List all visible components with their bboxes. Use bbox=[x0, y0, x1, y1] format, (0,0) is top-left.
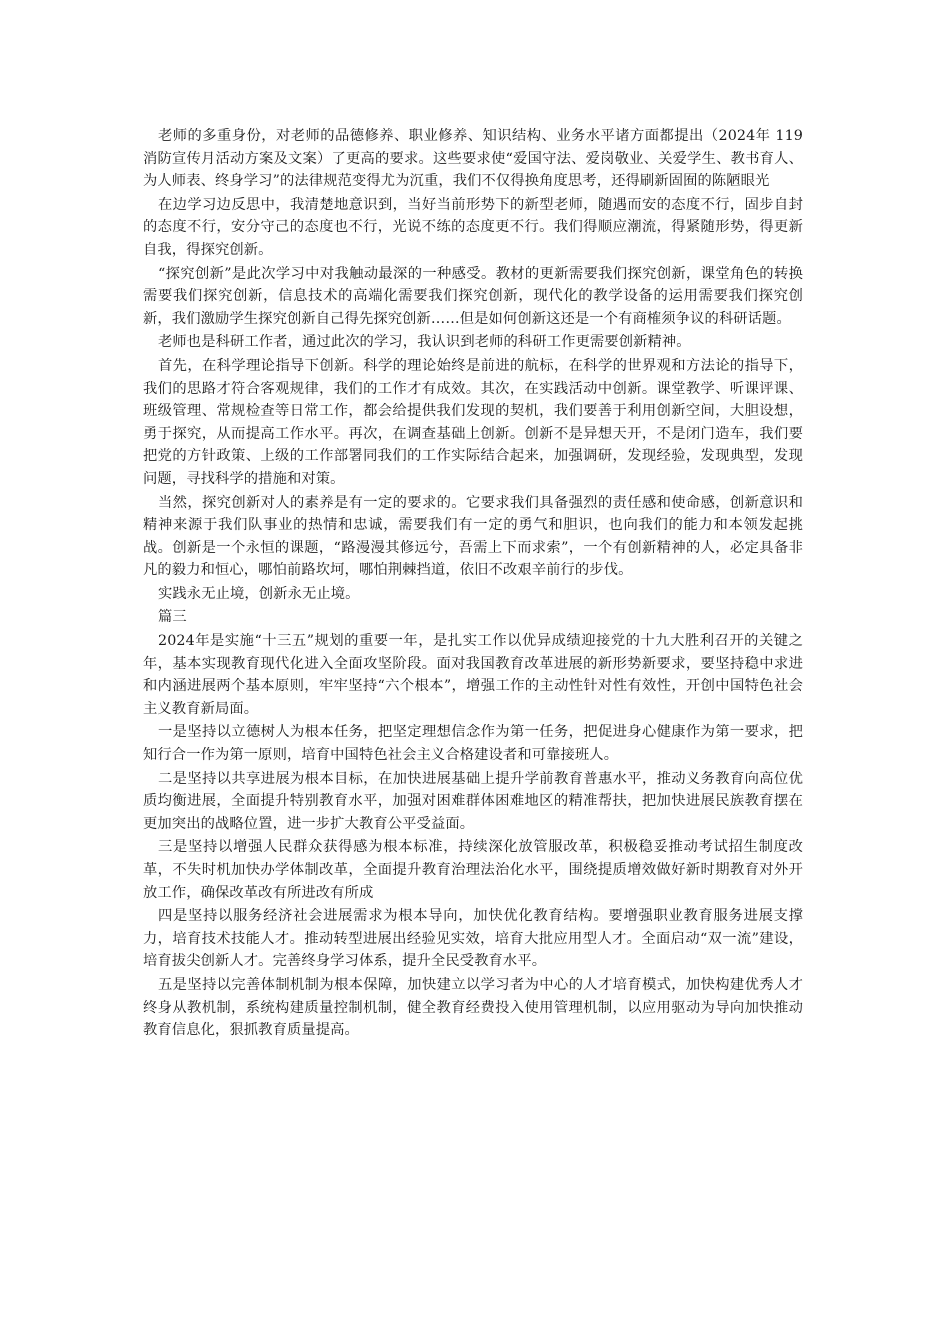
section-heading: 篇三 bbox=[158, 609, 187, 626]
paragraph-2024-plan: 2024年是实施“十三五”规划的重要一年，是扎实工作以优异成绩迎接党的十九大胜利召开的关键之年，基本实现教育现代化进入全面攻坚阶段。面对我国教育改革进展的新形势新要求，要坚持稳中求进和内涵进展两个基本原则，牢牢坚持“六个根本”，增强工作的主动性针对性有效性，开创中国特色社会主义教育新局面。 bbox=[143, 633, 803, 717]
paragraph-point-two: 二是坚持以共享进展为根本目标，在加快进展基础上提升学前教育普惠水平，推动义务教育向高位优质均衡进展，全面提升特别教育水平，加强对困难群体困难地区的精准帮扶，把加快进展民族教育摆在更加突出的战略位置，进一步扩大教育公平受益面。 bbox=[143, 770, 803, 832]
paragraph-innovation-methods: 首先，在科学理论指导下创新。科学的理论始终是前进的航标，在科学的世界观和方法论的指导下，我们的思路才符合客观规律，我们的工作才有成效。其次，在实践活动中创新。课堂教学、听课评课、班级管理、常规检查等日常工作，都会给提供我们发现的契机，我们要善于利用创新空间，大胆设想，勇于探究，从而提高工作水平。再次，在调查基础上创新。创新不是异想天开，不是闭门造车，我们要把党的方针政策、上级的工作部署同我们的工作实际结合起来，加强调研，发现经验，发现典型，发现问题，寻找科学的措施和对策。 bbox=[143, 357, 803, 487]
paragraph-exploration: “探究创新”是此次学习中对我触动最深的一种感受。教材的更新需要我们探究创新，课堂角色的转换需要我们探究创新，信息技术的高端化需要我们探究创新，现代化的教学设备的运用需要我们探究创新，我们激励学生探究创新自己得先探究创新……但是如何创新这还是一个有商榷须争议的科研话题。 bbox=[143, 265, 803, 327]
paragraph-point-four: 四是坚持以服务经济社会进展需求为根本导向，加快优化教育结构。要增强职业教育服务进展支撑力，培育技术技能人才。推动转型进展出经验见实效，培育大批应用型人才。全面启动“双一流”建设，培育拔尖创新人才。完善终身学习体系，提升全民受教育水平。 bbox=[143, 908, 803, 970]
paragraph-teacher-identity: 老师的多重身份，对老师的品德修养、职业修养、知识结构、业务水平诸方面都提出（2024年 119 消防宣传月活动方案及文案）了更高的要求。这些要求使“爱国守法、爱岗敬业、关爱学生、教书育人、为人师表、终身学习”的法律规范变得尤为沉重，我们不仅得换角度思考，还得刷新固囿的陈陋眼光 bbox=[143, 128, 803, 190]
paragraph-point-five: 五是坚持以完善体制机制为根本保障，加快建立以学习者为中心的人才培育模式，加快构建优秀人才终身从教机制，系统构建质量控制机制，健全教育经费投入使用管理机制，以应用驱动为导向加快推动教育信息化，狠抓教育质量提高。 bbox=[143, 976, 803, 1039]
paragraph-point-three: 三是坚持以增强人民群众获得感为根本标准，持续深化放管服改革，积极稳妥推动考试招生制度改革，不失时机加快办学体制改革，全面提升教育治理法治化水平，围绕提质增效做好新时期教育对外开放工作，确保改革改有所进改有所成 bbox=[143, 839, 803, 901]
paragraph-conclusion: 实践永无止境，创新永无止境。 bbox=[158, 585, 360, 602]
paragraph-reflection: 在边学习边反思中，我清楚地意识到，当好当前形势下的新型老师，随遇而安的态度不行，固步自封的态度不行，安分守己的态度也不行，光说不练的态度更不行。我们得顺应潮流，得紧随形势，得更新自我，得探究创新。 bbox=[143, 196, 803, 258]
document-page bbox=[143, 125, 803, 1043]
paragraph-research: 老师也是科研工作者，通过此次的学习，我认识到老师的科研工作更需要创新精神。 bbox=[158, 334, 691, 351]
paragraph-point-one: 一是坚持以立德树人为根本任务，把坚定理想信念作为第一任务，把促进身心健康作为第一要求，把知行合一作为第一原则，培育中国特色社会主义合格建设者和可靠接班人。 bbox=[143, 724, 803, 764]
paragraph-requirements: 当然，探究创新对人的素养是有一定的要求的。它要求我们具备强烈的责任感和使命感，创新意识和精神来源于我们队事业的热情和忠诚，需要我们有一定的勇气和胆识，也向我们的能力和本领发起挑战。创新是一个永恒的课题，“路漫漫其修远兮，吾需上下而求索”，一个有创新精神的人，必定具备非凡的毅力和恒心，哪怕前路坎坷，哪怕荆棘挡道，依旧不改艰辛前行的步伐。 bbox=[143, 494, 803, 579]
